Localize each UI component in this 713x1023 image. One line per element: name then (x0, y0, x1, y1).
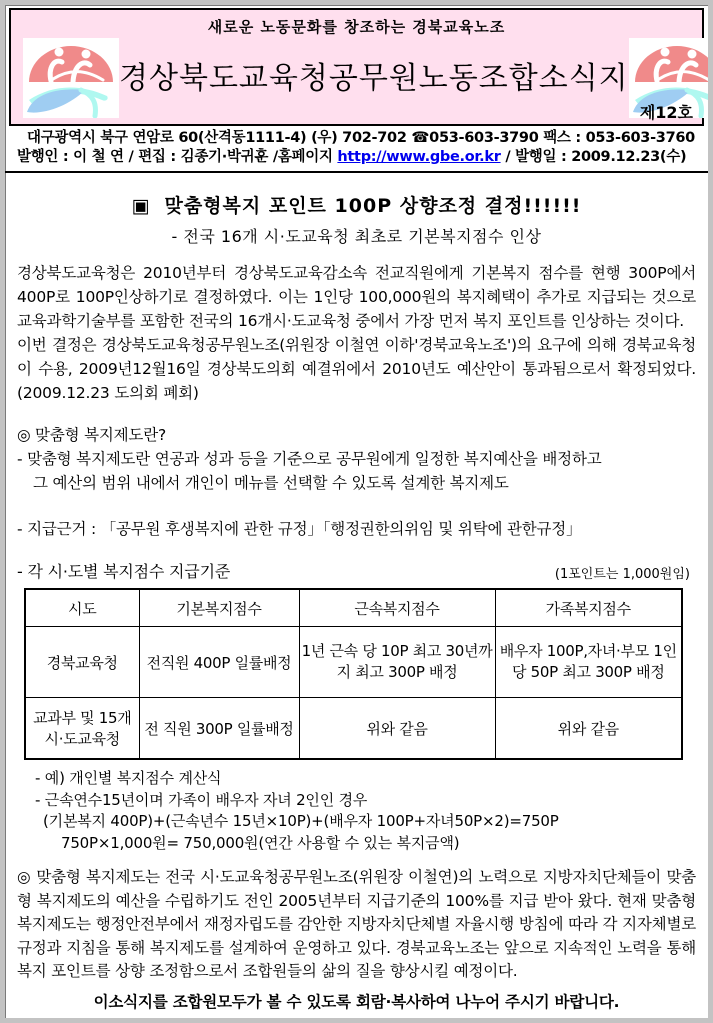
table-row (25, 627, 682, 698)
cell-region: 경북교육청 (25, 627, 139, 698)
table-header-row (25, 589, 682, 627)
cell-basic-points: 전 직원 300P 일률배정 (139, 698, 299, 760)
welfare-points-table (24, 588, 683, 760)
header-slogan: 새로운 노동문화를 창조하는 경북교육노조 (207, 18, 506, 36)
col-header-basic-points: 기본복지점수 (139, 589, 299, 627)
example-result: 750P×1,000원= 750,000원(연간 사용할 수 있는 복지금액) (61, 833, 460, 852)
table-note: (1포인트는 1,000원임) (554, 567, 690, 582)
example-line-2: - 근속연수15년이며 가족이 배우자 자녀 2인인 경우 (35, 790, 368, 809)
issue-number: 제12호 (639, 103, 693, 122)
definition-line-2: 그 예산의 범위 내에서 개인이 메뉴를 선택할 수 있도록 설계한 복지제도 (33, 474, 509, 492)
header-main-row (11, 38, 702, 118)
cell-region: 교과부 및 15개 시·도교육청 (25, 698, 139, 760)
publisher-text: 발행인 : 이 철 연 / 편집 : 김종기·박귀훈 /홈페이지 (17, 149, 333, 165)
col-header-family-points: 가족복지점수 (495, 589, 682, 627)
cell-service-points: 위와 같음 (299, 698, 495, 760)
section-heading: ◎ 맞춤형 복지제도란? (17, 426, 166, 444)
col-header-region: 시도 (25, 589, 139, 627)
publisher-line (13, 148, 700, 167)
masthead (5, 126, 708, 173)
table-row (25, 698, 682, 760)
article-paragraph-1: 경상북도교육청은 2010년부터 경상북도교육감소속 전교직원에게 기본복지 점수를 현행 300P에서 400P로 100P인상하기로 결정하였다. 이는 1인당 100,000원의 복지혜택이 추가로 지급되는 것으로 교육과학기술부를 포함한 전국의 16개시·도교육청 중에서 가장 먼저 복지 포인트를 인상하는 것이다. (17, 264, 696, 330)
example-calculation-block (35, 768, 708, 854)
footer-notice: 이소식지를 조합원모두가 볼 수 있도록 회람·복사하여 나누어 주시기 바랍니다. (93, 992, 620, 1011)
headline-title: 맞춤형복지 포인트 100P 상향조정 결정!!!!!! (164, 195, 582, 217)
homepage-link[interactable]: http://www.gbe.or.kr (337, 149, 501, 165)
welfare-definition-section (17, 423, 696, 495)
article-body (17, 261, 696, 405)
col-header-service-points: 근속복지점수 (299, 589, 495, 627)
article-paragraph-2: 이번 결정은 경상북도교육청공무원노조(위원장 이철연 이하'경북교육노조')의 요구에 의해 경북교육청이 수용, 2009년12월16일 경상북도의회 예결위에서 2010년도 예산안이 통과됨으로서 확정되었다.(2009.12.23 도의회 폐회) (17, 336, 696, 402)
headline-subtitle: - 전국 16개 시·도교육청 최초로 기본복지점수 인상 (171, 227, 542, 246)
definition-line-1: - 맞춤형 복지제도란 연공과 성과 등을 기준으로 공무원에게 일정한 복지예산을 배정하고 (17, 450, 602, 468)
union-logo-left-icon (23, 38, 119, 118)
table-caption: - 각 시·도별 복지점수 지급기준 (17, 562, 231, 581)
headline-bullet-icon: ▣ (131, 195, 151, 217)
example-formula: (기본복지 400P)+(근속년수 15년×10P)+(배우자 100P+자녀50P×2)=750P (43, 812, 559, 830)
closing-paragraph: ◎ 맞춤형 복지제도는 전국 시·도교육청공무원노조(위원장 이철연)의 노력으로 지방자치단체들이 맞춤형 복지제도의 예산을 수립하기도 전인 2005년부터 지급기준의 100%를 지급 받아 왔다. 현재 맞춤형 복지제도는 행정안전부에서 재정자립도를 감안한 지방자치단체별 자율시행 방침에 따라 각 지자체별로 규정과 지침을 통해 복지제도를 설계하여 운영하고 있다. 경북교육노조는 앞으로 지속적인 노력을 통해 복지 포인트를 상향 조정함으로서 조합원들의 삶의 질을 향상시킬 예정이다. (17, 868, 696, 980)
publish-date-text: / 발행일 : 2009.12.23(수) (505, 149, 687, 165)
legal-basis-line: - 지급근거 : 「공무원 후생복지에 관한 규정」「행정권한의위임 및 위탁에 관한규정」 (17, 520, 582, 538)
cell-family-points: 위와 같음 (495, 698, 682, 760)
example-line-1: - 예) 개인별 복지점수 계산식 (35, 769, 222, 787)
cell-family-points: 배우자 100P,자녀·부모 1인당 50P 최고 300P 배정 (495, 627, 682, 698)
cell-basic-points: 전직원 400P 일률배정 (139, 627, 299, 698)
address-line: 대구광역시 북구 연암로 60(산격동1111-4) (우) 702-702 ☎053-603-3790 팩스 : 053-603-3760 (27, 130, 695, 146)
newsletter-title: 경상북도교육청공무원노동조합소식지 (119, 61, 629, 96)
headline (5, 191, 708, 218)
cell-service-points: 1년 근속 당 10P 최고 30년까지 최고 300P 배정 (299, 627, 495, 698)
header-box (9, 8, 704, 126)
table-caption-row (17, 559, 690, 582)
